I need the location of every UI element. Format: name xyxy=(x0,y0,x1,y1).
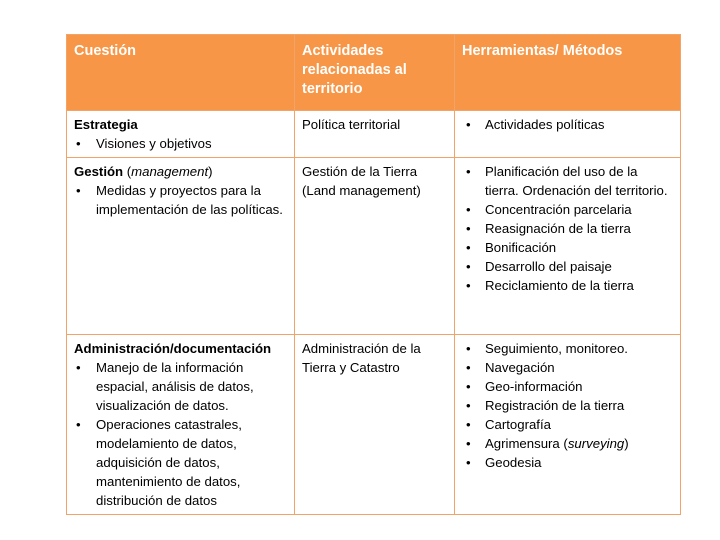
cell-activity: Política territorial xyxy=(295,111,455,158)
tools-list xyxy=(462,339,673,472)
list-item: • Desarrollo del paisaje xyxy=(462,257,673,276)
bullet-list xyxy=(74,358,287,510)
list-item: • Planificación del uso de la tierra. Ordenación del territorio. xyxy=(462,162,673,200)
list-item: • Concentración parcelaria xyxy=(462,200,673,219)
bullet-list xyxy=(74,181,287,219)
methods-table xyxy=(66,34,681,515)
table-row xyxy=(67,335,681,515)
tool-note: surveying xyxy=(567,436,625,451)
list-item: • Visiones y objetivos xyxy=(74,134,287,153)
table-header-row xyxy=(67,35,681,111)
list-item: • Geodesia xyxy=(462,453,673,472)
table-row xyxy=(67,158,681,335)
table-row xyxy=(67,111,681,158)
tool-text: Agrimensura xyxy=(485,436,560,451)
list-item: • Manejo de la información espacial, análisis de datos, visualización de datos. xyxy=(74,358,287,415)
header-cuestion: Cuestión xyxy=(67,35,295,111)
list-item: • Bonificación xyxy=(462,238,673,257)
cell-cuestion xyxy=(67,158,295,335)
list-item: • Navegación xyxy=(462,358,673,377)
cell-cuestion xyxy=(67,335,295,515)
cell-tools xyxy=(455,158,681,335)
list-item: • Seguimiento, monitoreo. xyxy=(462,339,673,358)
list-item: • Registración de la tierra xyxy=(462,396,673,415)
bullet-list xyxy=(74,134,287,153)
header-actividades: Actividades relacionadas al territorio xyxy=(295,35,455,111)
row-title-note: management xyxy=(131,164,209,179)
row-title: Administración/documentación xyxy=(74,341,272,356)
list-item: • Reasignación de la tierra xyxy=(462,219,673,238)
list-item: • Cartografía xyxy=(462,415,673,434)
row-title-line: Gestión (management) xyxy=(74,164,213,179)
list-item: • Reciclamiento de la tierra xyxy=(462,276,673,295)
tools-list xyxy=(462,115,673,134)
cell-activity: Administración de la Tierra y Catastro xyxy=(295,335,455,515)
cell-tools xyxy=(455,335,681,515)
row-title: Gestión xyxy=(74,164,124,179)
list-item: • Geo-información xyxy=(462,377,673,396)
cell-tools xyxy=(455,111,681,158)
header-herramientas: Herramientas/ Métodos xyxy=(455,35,681,111)
cell-cuestion xyxy=(67,111,295,158)
cell-activity: Gestión de la Tierra (Land management) xyxy=(295,158,455,335)
list-item: • Actividades políticas xyxy=(462,115,673,134)
row-title: Estrategia xyxy=(74,117,138,132)
list-item: • Medidas y proyectos para la implementación de las políticas. xyxy=(74,181,287,219)
list-item: • Operaciones catastrales, modelamiento de datos, adquisición de datos, mantenimiento de datos, distribución de datos xyxy=(74,415,287,510)
list-item: • Agrimensura (surveying) xyxy=(462,434,673,453)
tools-list xyxy=(462,162,673,295)
